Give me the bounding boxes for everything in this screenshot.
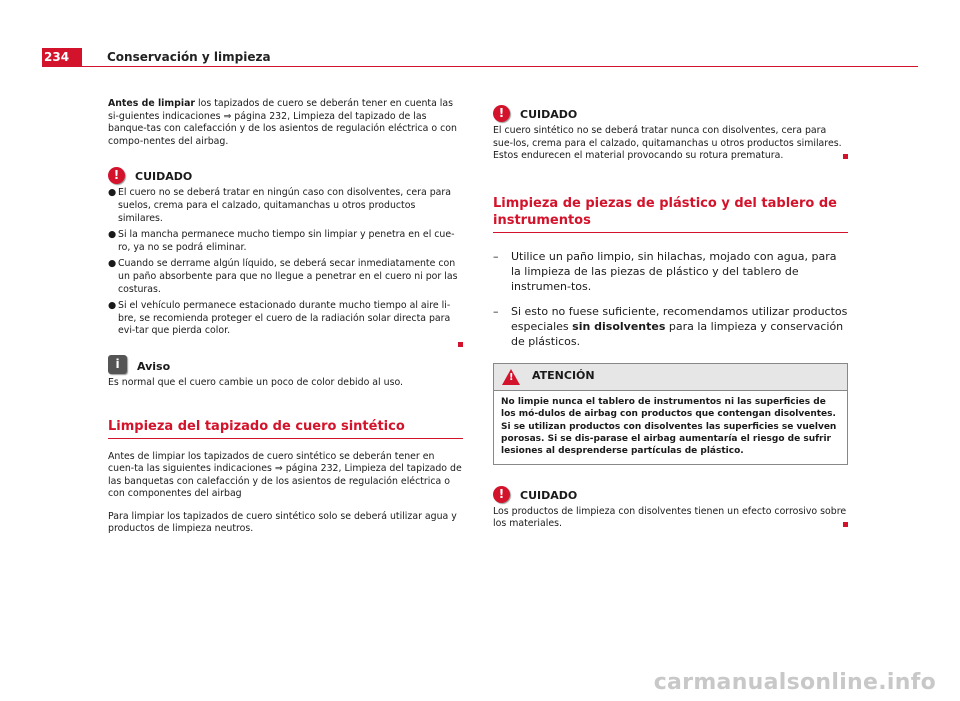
steps-list xyxy=(493,249,848,349)
warning-title: ATENCIÓN xyxy=(532,369,595,383)
aviso-block xyxy=(108,352,463,390)
bullet-icon: ● xyxy=(108,187,117,199)
left-column xyxy=(108,98,463,536)
end-marker-icon xyxy=(458,342,463,347)
end-marker-icon xyxy=(843,154,848,159)
caution-title: CUIDADO xyxy=(520,108,578,121)
caution-title: CUIDADO xyxy=(135,170,193,184)
dash-icon: – xyxy=(493,249,499,263)
list-item: ● Si el vehículo permanece estacionado durante mucho tiempo al aire li-bre, se recomienda proteger el cuero de la radiación solar directa para evi-tar que pierda color. xyxy=(108,300,451,337)
caution-header xyxy=(493,481,848,503)
caution-icon: ! xyxy=(493,486,510,503)
end-marker-icon xyxy=(843,522,848,527)
intro-bold: Antes de limpiar xyxy=(108,98,196,109)
intro-paragraph xyxy=(108,98,463,148)
dash-icon: – xyxy=(493,304,499,318)
aviso-title: Aviso xyxy=(137,359,171,373)
header-divider xyxy=(42,66,918,67)
watermark: carmanualsonline.info xyxy=(653,670,936,695)
warning-header xyxy=(494,364,847,391)
section-paragraph: Antes de limpiar los tapizados de cuero sintético se deberán tener en cuen-ta las siguientes indicaciones ⇒ página 232, Limpieza del tapizado de las banquetas con calefacción y de los asientos de regulación eléctrica o con componentes del airbag xyxy=(108,450,462,500)
aviso-header xyxy=(108,352,463,374)
section-heading-synthetic-leather: Limpieza del tapizado de cuero sintético xyxy=(108,418,463,439)
caution-block-solvents xyxy=(493,481,848,531)
caution-header xyxy=(108,162,463,184)
warning-text: No limpie nunca el tablero de instrumentos ni las superficies de los mó-dulos de airbag con productos que contengan disolventes. Si se utilizan productos con disolventes las superficies se vuelven porosas. Si se dis-parase el airbag aumentaría el riesgo de sufrir lesiones al desprenderse partículas de plástico. xyxy=(501,396,837,457)
list-item: ● Si la mancha permanece mucho tiempo sin limpiar y penetra en el cue-ro, ya no se podrá eliminar. xyxy=(108,229,455,253)
list-item: ● Cuando se derrame algún líquido, se deberá secar inmediatamente con un paño absorbente para que no llegue a penetrar en el cuero ni por las costuras. xyxy=(108,258,458,295)
list-item: – Si esto no fuese suficiente, recomendamos utilizar productos especiales sin disolventes para la limpieza y conservación de plásticos. xyxy=(493,304,848,348)
intro-text: los tapizados de cuero se deberán tener en cuenta las si-guientes indicaciones ⇒ página 232, Limpieza del tapizado de las banque-tas con calefacción y de los asientos de regulación eléctrica o con compo-nentes del airbag. xyxy=(108,98,457,147)
caution-icon: ! xyxy=(493,105,510,122)
list-item: – Utilice un paño limpio, sin hilachas, mojado con agua, para la limpieza de las piezas de plástico y del tablero de instrumen-tos. xyxy=(493,249,837,293)
caution-block-leather xyxy=(108,162,463,338)
caution-title: CUIDADO xyxy=(520,488,578,502)
caution-block-synthetic xyxy=(493,100,848,163)
caution-text: El cuero sintético no se deberá tratar nunca con disolventes, cera para sue-los, crema para el calzado, quitamanchas u otros productos similares. Estos endurecen el material provocando su rotura prematura. xyxy=(493,125,842,162)
section-heading-plastic: Limpieza de piezas de plástico y del tablero de instrumentos xyxy=(493,195,848,233)
caution-header xyxy=(493,100,848,122)
bullet-icon: ● xyxy=(108,300,117,312)
warning-icon: ! xyxy=(502,369,520,385)
right-column xyxy=(493,108,848,531)
bullet-icon: ● xyxy=(108,258,117,270)
list-item: ● El cuero no se deberá tratar en ningún caso con disolventes, cera para suelos, crema para el calzado, quitamanchas u otros productos similares. xyxy=(108,187,451,224)
section-paragraph: Para limpiar los tapizados de cuero sintético solo se deberá utilizar agua y productos de limpieza neutros. xyxy=(108,510,457,535)
page-header xyxy=(42,48,918,67)
page-number: 234 xyxy=(42,48,82,67)
aviso-text: Es normal que el cuero cambie un poco de color debido al uso. xyxy=(108,376,404,388)
info-icon: i xyxy=(108,355,127,374)
caution-text: Los productos de limpieza con disolventes tienen un efecto corrosivo sobre los materiales. xyxy=(493,505,847,530)
caution-icon: ! xyxy=(108,167,125,184)
page-title: Conservación y limpieza xyxy=(107,50,271,64)
warning-box xyxy=(493,363,848,465)
bullet-icon: ● xyxy=(108,229,117,241)
